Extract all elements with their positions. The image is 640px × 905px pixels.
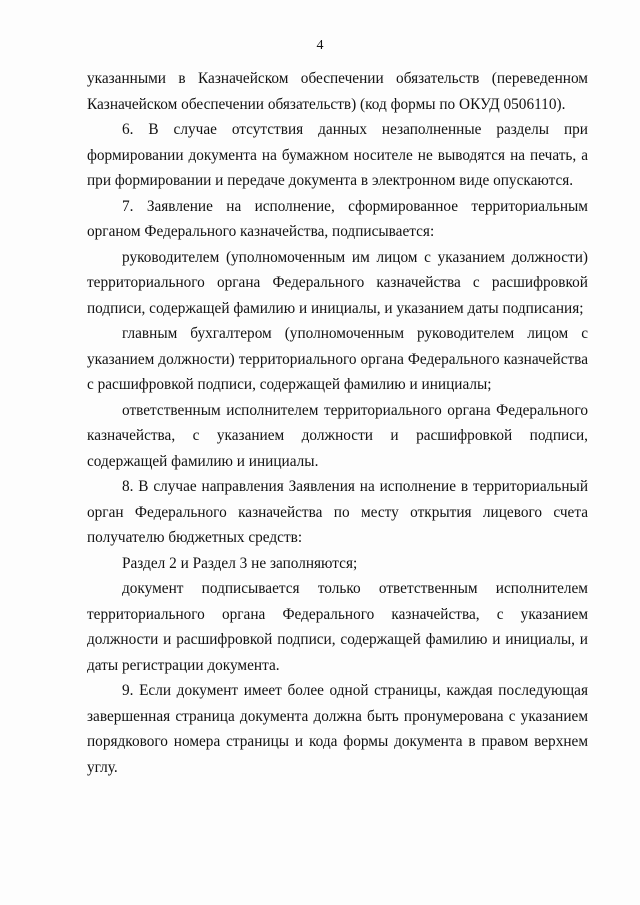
document-body <box>87 66 588 780</box>
paragraph-item-7: 7. Заявление на исполнение, сформированное территориальным органом Федерального казначейства, подписывается: <box>87 197 588 240</box>
page-number: 4 <box>316 38 324 53</box>
paragraph-signer-executor: ответственным исполнителем территориального органа Федерального казначейства, с указанием должности и расшифровкой подписи, содержащей фамилию и инициалы. <box>87 401 588 470</box>
paragraph-sections-not-filled: Раздел 2 и Раздел 3 не заполняются; <box>122 554 358 572</box>
paragraph-signer-accountant: главным бухгалтером (уполномоченным руководителем лицом с указанием должности) территориального органа Федерального казначейства с расшифровкой подписи, содержащей фамилию и инициалы; <box>87 325 588 393</box>
paragraph-continuation: указанными в Казначейском обеспечении обязательств (переведенном Казначейском обеспечении обязательств) (код формы по ОКУД 0506110). <box>87 70 588 113</box>
paragraph-item-9: 9. Если документ имеет более одной страницы, каждая последующая завершенная страница документа должна быть пронумерована с указанием порядкового номера страницы и кода формы документа в правом верхнем углу. <box>87 682 588 776</box>
paragraph-item-8: 8. В случае направления Заявления на исполнение в территориальный орган Федерального казначейства по месту открытия лицевого счета получателю бюджетных средств: <box>87 478 588 546</box>
paragraph-signed-by-executor: документ подписывается только ответственным исполнителем территориального органа Федерального казначейства, с указанием должности и расшифровкой подписи, содержащей фамилию и инициалы, и даты регистрации документа. <box>87 580 588 674</box>
paragraph-item-6: 6. В случае отсутствия данных незаполненные разделы при формировании документа на бумажном носителе не выводятся на печать, а при формировании и передаче документа в электронном виде опускаются. <box>87 121 588 189</box>
paragraph-signer-head: руководителем (уполномоченным им лицом с указанием должности) территориального органа Федерального казначейства с расшифровкой подписи, содержащей фамилию и инициалы, и указанием даты подписания; <box>87 248 588 317</box>
